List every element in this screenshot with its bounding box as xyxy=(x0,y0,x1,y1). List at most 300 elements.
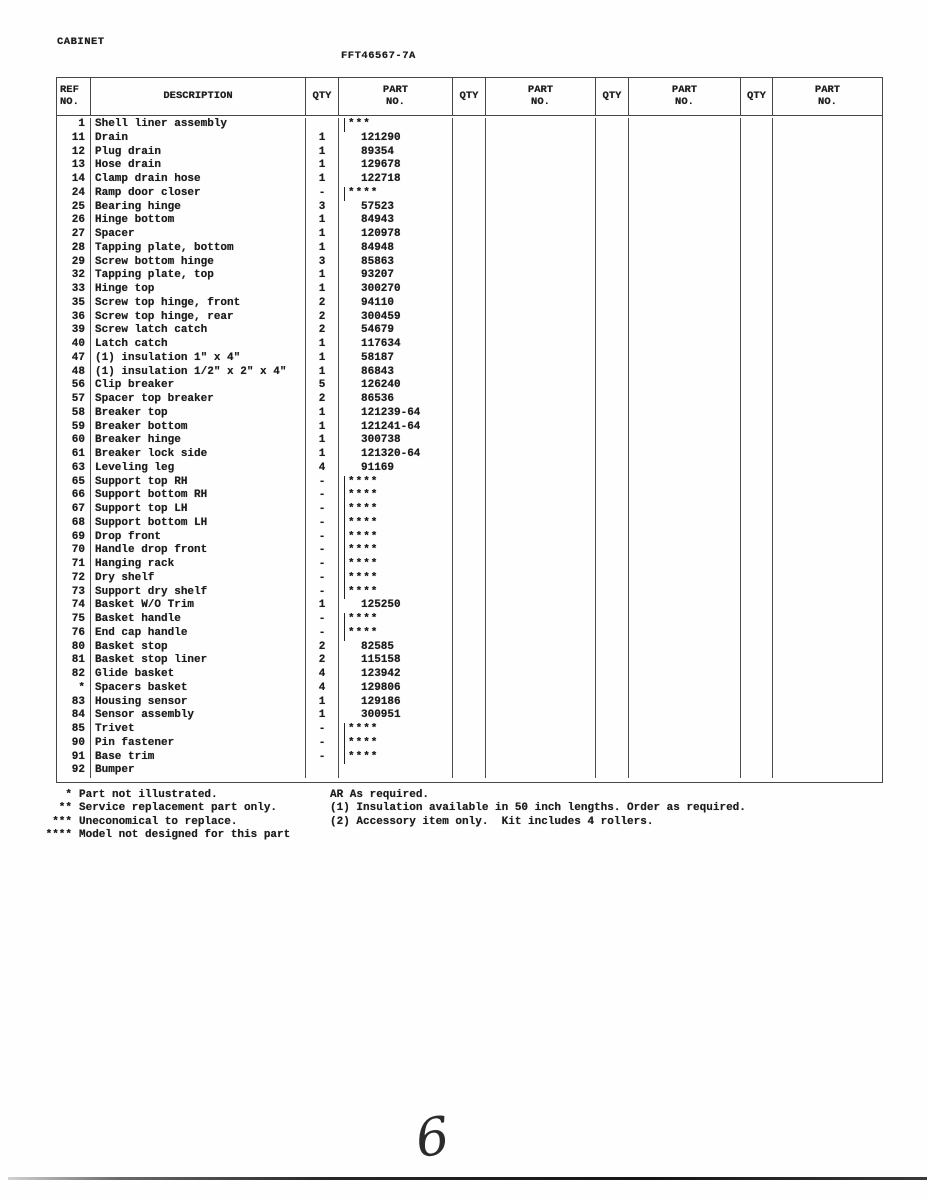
document-title: CABINET xyxy=(57,36,105,48)
qty-cell-2 xyxy=(452,682,485,696)
part-no-cell xyxy=(338,572,452,586)
part-no-cell-4 xyxy=(772,132,882,146)
part-no-cell xyxy=(338,448,452,462)
part-no-cell xyxy=(338,338,452,352)
qty-cell-4 xyxy=(740,544,772,558)
part-no-cell-3 xyxy=(628,599,740,613)
part-no-cell-4 xyxy=(772,764,882,778)
qty-cell-2 xyxy=(452,283,485,297)
footnote-stars: ** xyxy=(58,802,72,815)
qty-cell-4 xyxy=(740,682,772,696)
part-no-cell xyxy=(338,558,452,572)
description-cell: Tapping plate, top xyxy=(90,269,305,283)
qty-cell-2 xyxy=(452,201,485,215)
part-no-cell-3 xyxy=(628,393,740,407)
description-cell: Support bottom RH xyxy=(90,489,305,503)
qty-cell-2 xyxy=(452,696,485,710)
part-no-cell-2 xyxy=(485,668,595,682)
description-cell: Breaker bottom xyxy=(90,421,305,435)
part-no-cell xyxy=(338,764,452,778)
part-no-cell-4 xyxy=(772,201,882,215)
qty-cell-4 xyxy=(740,421,772,435)
part-no-value: 86536 xyxy=(361,393,395,405)
part-no-cell-3 xyxy=(628,366,740,380)
description-cell: Breaker lock side xyxy=(90,448,305,462)
part-no-cell-2 xyxy=(485,407,595,421)
ref-no-cell: 63 xyxy=(71,461,85,474)
table-row xyxy=(57,737,882,751)
table-row xyxy=(57,751,882,765)
part-no-cell xyxy=(338,187,452,201)
footnote-line: (2) Accessory item only. Kit includes 4 rollers. xyxy=(330,815,654,828)
part-no-cell xyxy=(338,214,452,228)
part-no-value: 300270 xyxy=(361,283,401,295)
qty-cell-3 xyxy=(595,132,628,146)
part-no-cell-3 xyxy=(628,132,740,146)
part-no-cell-3 xyxy=(628,187,740,201)
qty-cell-4 xyxy=(740,352,772,366)
qty-cell-3 xyxy=(595,544,628,558)
part-no-cell-3 xyxy=(628,764,740,778)
part-no-cell-3 xyxy=(628,242,740,256)
part-no-cell-3 xyxy=(628,146,740,160)
qty-cell: 1 xyxy=(305,132,338,146)
description-cell: Support top RH xyxy=(90,476,305,490)
table-row xyxy=(57,187,882,201)
part-no-value: **** xyxy=(344,558,378,572)
qty-cell-2 xyxy=(452,146,485,160)
qty-cell-2 xyxy=(452,737,485,751)
description-cell: Basket stop xyxy=(90,641,305,655)
qty-cell-2 xyxy=(452,132,485,146)
part-no-cell-4 xyxy=(772,572,882,586)
description-cell: Leveling leg xyxy=(90,462,305,476)
qty-cell: - xyxy=(305,751,338,765)
qty-cell: 4 xyxy=(305,682,338,696)
description-cell: Hanging rack xyxy=(90,558,305,572)
ref-no-cell: 47 xyxy=(71,351,85,364)
qty-cell-2 xyxy=(452,366,485,380)
description-cell: Ramp door closer xyxy=(90,187,305,201)
table-row xyxy=(57,572,882,586)
header-ref-no xyxy=(57,78,90,115)
qty-cell: 1 xyxy=(305,269,338,283)
part-no-cell-4 xyxy=(772,654,882,668)
part-no-cell-3 xyxy=(628,118,740,132)
qty-cell: - xyxy=(305,737,338,751)
part-no-value: 117634 xyxy=(361,338,401,350)
part-no-cell xyxy=(338,544,452,558)
table-row xyxy=(57,489,882,503)
part-no-cell xyxy=(338,324,452,338)
qty-cell: 2 xyxy=(305,654,338,668)
part-no-cell-4 xyxy=(772,476,882,490)
ref-no-cell: 75 xyxy=(71,613,85,625)
part-no-cell-3 xyxy=(628,696,740,710)
qty-cell-4 xyxy=(740,558,772,572)
part-no-cell xyxy=(338,531,452,545)
handwritten-page-number: 6 xyxy=(411,1105,454,1171)
qty-cell-3 xyxy=(595,159,628,173)
qty-cell-4 xyxy=(740,654,772,668)
qty-cell-2 xyxy=(452,489,485,503)
part-no-cell xyxy=(338,146,452,160)
qty-cell-4 xyxy=(740,269,772,283)
part-no-value: 57523 xyxy=(361,200,395,213)
qty-cell: 1 xyxy=(305,214,338,228)
part-no-cell-2 xyxy=(485,641,595,655)
part-no-cell-4 xyxy=(772,627,882,641)
qty-cell: 1 xyxy=(305,696,338,710)
table-row xyxy=(57,118,882,132)
description-cell: Basket handle xyxy=(90,613,305,627)
part-no-cell-2 xyxy=(485,654,595,668)
qty-cell-3 xyxy=(595,764,628,778)
qty-cell: 1 xyxy=(305,709,338,723)
ref-no-cell: 60 xyxy=(71,434,85,447)
ref-no-cell: 35 xyxy=(71,296,85,309)
table-row xyxy=(57,379,882,393)
part-no-cell-3 xyxy=(628,173,740,187)
header-part-line2: NO. xyxy=(675,95,694,108)
table-row xyxy=(57,627,882,641)
part-no-cell xyxy=(338,654,452,668)
description-cell: Drop front xyxy=(90,531,305,545)
ref-no-cell: 67 xyxy=(71,503,85,515)
part-no-cell-2 xyxy=(485,173,595,187)
part-no-cell-2 xyxy=(485,544,595,558)
qty-cell-2 xyxy=(452,668,485,682)
part-no-cell-4 xyxy=(772,462,882,476)
part-no-value: 89354 xyxy=(361,145,395,158)
qty-cell-4 xyxy=(740,448,772,462)
qty-cell-2 xyxy=(452,558,485,572)
footnote-text: Part not illustrated. xyxy=(79,789,218,801)
part-no-cell-4 xyxy=(772,709,882,723)
part-no-cell-2 xyxy=(485,682,595,696)
header-part-line1: PART xyxy=(671,84,698,96)
qty-cell-4 xyxy=(740,434,772,448)
qty-cell: 1 xyxy=(305,366,338,380)
part-no-cell xyxy=(338,613,452,627)
table-row xyxy=(57,269,882,283)
part-no-value: 82585 xyxy=(361,640,395,653)
ref-no-cell: 48 xyxy=(71,365,85,378)
part-no-cell-4 xyxy=(772,682,882,696)
qty-cell-4 xyxy=(740,613,772,627)
part-no-cell-2 xyxy=(485,462,595,476)
part-no-value: 300738 xyxy=(361,434,401,447)
part-no-value: 85863 xyxy=(361,255,395,268)
footnote-line xyxy=(42,789,290,802)
qty-cell-2 xyxy=(452,627,485,641)
part-no-cell-2 xyxy=(485,324,595,338)
qty-cell: - xyxy=(305,558,338,572)
part-no-cell-2 xyxy=(485,434,595,448)
table-row xyxy=(57,503,882,517)
table-row xyxy=(57,352,882,366)
qty-cell-4 xyxy=(740,462,772,476)
qty-cell-2 xyxy=(452,586,485,600)
parts-table xyxy=(56,77,883,783)
part-no-cell-2 xyxy=(485,256,595,270)
ref-no-cell: 71 xyxy=(71,558,85,570)
part-no-value: 120978 xyxy=(361,228,401,240)
qty-cell-4 xyxy=(740,228,772,242)
ref-no-cell: 82 xyxy=(71,668,85,680)
description-cell: Screw latch catch xyxy=(90,324,305,338)
part-no-cell-3 xyxy=(628,407,740,421)
part-no-value: 93207 xyxy=(361,269,395,282)
part-no-value: 125250 xyxy=(361,599,401,612)
part-no-value: 300459 xyxy=(361,310,401,323)
description-cell: End cap handle xyxy=(90,627,305,641)
part-no-cell xyxy=(338,737,452,751)
header-part-no-3 xyxy=(628,78,740,115)
part-no-cell-3 xyxy=(628,462,740,476)
qty-cell-3 xyxy=(595,462,628,476)
part-no-value: 123942 xyxy=(361,668,401,680)
qty-cell-2 xyxy=(452,269,485,283)
part-no-cell xyxy=(338,201,452,215)
qty-cell-3 xyxy=(595,627,628,641)
qty-cell-4 xyxy=(740,599,772,613)
description-cell: Glide basket xyxy=(90,668,305,682)
qty-cell: 1 xyxy=(305,434,338,448)
ref-no-cell: 13 xyxy=(71,159,85,172)
qty-cell-2 xyxy=(452,448,485,462)
part-no-cell-2 xyxy=(485,751,595,765)
part-no-value: 121290 xyxy=(361,131,401,144)
part-no-cell-2 xyxy=(485,228,595,242)
qty-cell-4 xyxy=(740,256,772,270)
part-no-value: 84943 xyxy=(361,214,395,227)
ref-no-cell: 24 xyxy=(71,186,85,199)
table-row xyxy=(57,242,882,256)
part-no-cell-4 xyxy=(772,613,882,627)
table-row xyxy=(57,311,882,325)
ref-no-cell: 65 xyxy=(71,475,85,488)
table-row xyxy=(57,668,882,682)
model-number: FFT46567-7A xyxy=(341,50,416,62)
part-no-cell xyxy=(338,242,452,256)
header-description xyxy=(90,78,305,115)
part-no-cell-2 xyxy=(485,696,595,710)
header-qty-label: QTY xyxy=(602,89,622,102)
table-row xyxy=(57,201,882,215)
part-no-cell-4 xyxy=(772,558,882,572)
part-no-cell-2 xyxy=(485,572,595,586)
part-no-cell-3 xyxy=(628,448,740,462)
table-row xyxy=(57,531,882,545)
part-no-value: 86843 xyxy=(361,365,395,378)
header-qty-2 xyxy=(452,78,485,115)
qty-cell-4 xyxy=(740,517,772,531)
qty-cell-4 xyxy=(740,338,772,352)
header-ref-line2: NO. xyxy=(60,95,79,108)
part-no-cell-4 xyxy=(772,338,882,352)
table-row xyxy=(57,654,882,668)
ref-no-cell: 81 xyxy=(71,654,85,667)
part-no-value: 54679 xyxy=(361,324,395,337)
qty-cell-2 xyxy=(452,311,485,325)
part-no-cell-2 xyxy=(485,476,595,490)
table-row xyxy=(57,682,882,696)
part-no-cell-2 xyxy=(485,448,595,462)
part-no-cell-2 xyxy=(485,269,595,283)
ref-no-cell: 1 xyxy=(78,118,85,130)
part-no-cell-4 xyxy=(772,489,882,503)
qty-cell-2 xyxy=(452,641,485,655)
part-no-value: **** xyxy=(344,476,378,490)
part-no-value: **** xyxy=(344,503,378,517)
ref-no-cell: 57 xyxy=(71,393,85,405)
ref-no-cell: 28 xyxy=(71,241,85,254)
part-no-cell-2 xyxy=(485,393,595,407)
part-no-value: 122718 xyxy=(361,173,401,185)
part-no-cell xyxy=(338,159,452,173)
qty-cell-2 xyxy=(452,297,485,311)
part-no-cell-2 xyxy=(485,503,595,517)
part-no-cell xyxy=(338,682,452,696)
part-no-cell-4 xyxy=(772,118,882,132)
ref-no-cell: 68 xyxy=(71,516,85,529)
qty-cell-3 xyxy=(595,297,628,311)
qty-cell-2 xyxy=(452,228,485,242)
part-no-cell-4 xyxy=(772,421,882,435)
qty-cell: 4 xyxy=(305,462,338,476)
qty-cell-3 xyxy=(595,379,628,393)
part-no-cell-4 xyxy=(772,283,882,297)
header-part-line2: NO. xyxy=(386,95,405,108)
description-cell: Shell liner assembly xyxy=(90,118,305,132)
part-no-cell xyxy=(338,517,452,531)
part-no-cell-2 xyxy=(485,159,595,173)
qty-cell-3 xyxy=(595,586,628,600)
part-no-value: **** xyxy=(344,531,378,545)
header-ref-line1: REF xyxy=(60,84,79,96)
qty-cell-4 xyxy=(740,696,772,710)
part-no-cell xyxy=(338,476,452,490)
part-no-cell-3 xyxy=(628,324,740,338)
table-row xyxy=(57,613,882,627)
part-no-cell xyxy=(338,311,452,325)
qty-cell-4 xyxy=(740,187,772,201)
table-row xyxy=(57,544,882,558)
qty-cell-2 xyxy=(452,242,485,256)
part-no-cell-4 xyxy=(772,517,882,531)
part-no-cell xyxy=(338,256,452,270)
description-cell: Screw bottom hinge xyxy=(90,256,305,270)
qty-cell-2 xyxy=(452,421,485,435)
part-no-cell-3 xyxy=(628,586,740,600)
qty-cell-4 xyxy=(740,379,772,393)
part-no-cell-4 xyxy=(772,737,882,751)
qty-cell-2 xyxy=(452,187,485,201)
table-row xyxy=(57,696,882,710)
table-row xyxy=(57,709,882,723)
part-no-cell-4 xyxy=(772,641,882,655)
qty-cell: 1 xyxy=(305,283,338,297)
ref-no-cell: 40 xyxy=(71,338,85,350)
ref-no-cell: 39 xyxy=(71,324,85,337)
part-no-cell-3 xyxy=(628,517,740,531)
qty-cell-3 xyxy=(595,558,628,572)
qty-cell-2 xyxy=(452,379,485,393)
header-qty-4 xyxy=(740,78,772,115)
qty-cell-2 xyxy=(452,462,485,476)
qty-cell: 4 xyxy=(305,668,338,682)
part-no-cell xyxy=(338,283,452,297)
qty-cell-3 xyxy=(595,146,628,160)
part-no-cell xyxy=(338,269,452,283)
qty-cell: 1 xyxy=(305,407,338,421)
part-no-cell xyxy=(338,379,452,393)
qty-cell: - xyxy=(305,613,338,627)
part-no-cell xyxy=(338,173,452,187)
table-row xyxy=(57,641,882,655)
part-no-cell-2 xyxy=(485,338,595,352)
qty-cell-3 xyxy=(595,256,628,270)
part-no-cell-2 xyxy=(485,118,595,132)
qty-cell-4 xyxy=(740,159,772,173)
part-no-cell xyxy=(338,668,452,682)
part-no-cell xyxy=(338,421,452,435)
part-no-cell-3 xyxy=(628,737,740,751)
part-no-cell-3 xyxy=(628,269,740,283)
part-no-value: 129678 xyxy=(361,159,401,172)
part-no-cell-2 xyxy=(485,586,595,600)
part-no-cell xyxy=(338,503,452,517)
table-row xyxy=(57,283,882,297)
table-row xyxy=(57,132,882,146)
part-no-cell xyxy=(338,641,452,655)
qty-cell-3 xyxy=(595,489,628,503)
qty-cell-4 xyxy=(740,366,772,380)
qty-cell-4 xyxy=(740,146,772,160)
qty-cell: 1 xyxy=(305,242,338,256)
description-cell: Bumper xyxy=(90,764,305,778)
footnote-line xyxy=(42,829,290,842)
part-no-cell-2 xyxy=(485,146,595,160)
qty-cell-3 xyxy=(595,283,628,297)
qty-cell: 2 xyxy=(305,641,338,655)
description-cell: Screw top hinge, front xyxy=(90,297,305,311)
part-no-cell xyxy=(338,723,452,737)
footnote-text: Service replacement part only. xyxy=(79,802,278,815)
table-row xyxy=(57,448,882,462)
qty-cell-2 xyxy=(452,393,485,407)
part-no-value: **** xyxy=(344,572,378,586)
ref-no-cell: 36 xyxy=(71,310,85,323)
qty-cell-3 xyxy=(595,613,628,627)
description-cell: Basket stop liner xyxy=(90,654,305,668)
header-part-no-4 xyxy=(772,78,882,115)
part-no-value: 94110 xyxy=(361,296,395,309)
part-no-value: 121320-64 xyxy=(361,448,421,460)
qty-cell-3 xyxy=(595,434,628,448)
part-no-cell-3 xyxy=(628,668,740,682)
part-no-cell-2 xyxy=(485,214,595,228)
ref-no-cell: 66 xyxy=(71,489,85,502)
part-no-cell xyxy=(338,462,452,476)
ref-no-cell: 69 xyxy=(71,530,85,543)
qty-cell-2 xyxy=(452,751,485,765)
description-cell: Hinge top xyxy=(90,283,305,297)
part-no-cell-4 xyxy=(772,311,882,325)
description-cell: Bearing hinge xyxy=(90,201,305,215)
ref-no-cell: 84 xyxy=(71,709,85,722)
